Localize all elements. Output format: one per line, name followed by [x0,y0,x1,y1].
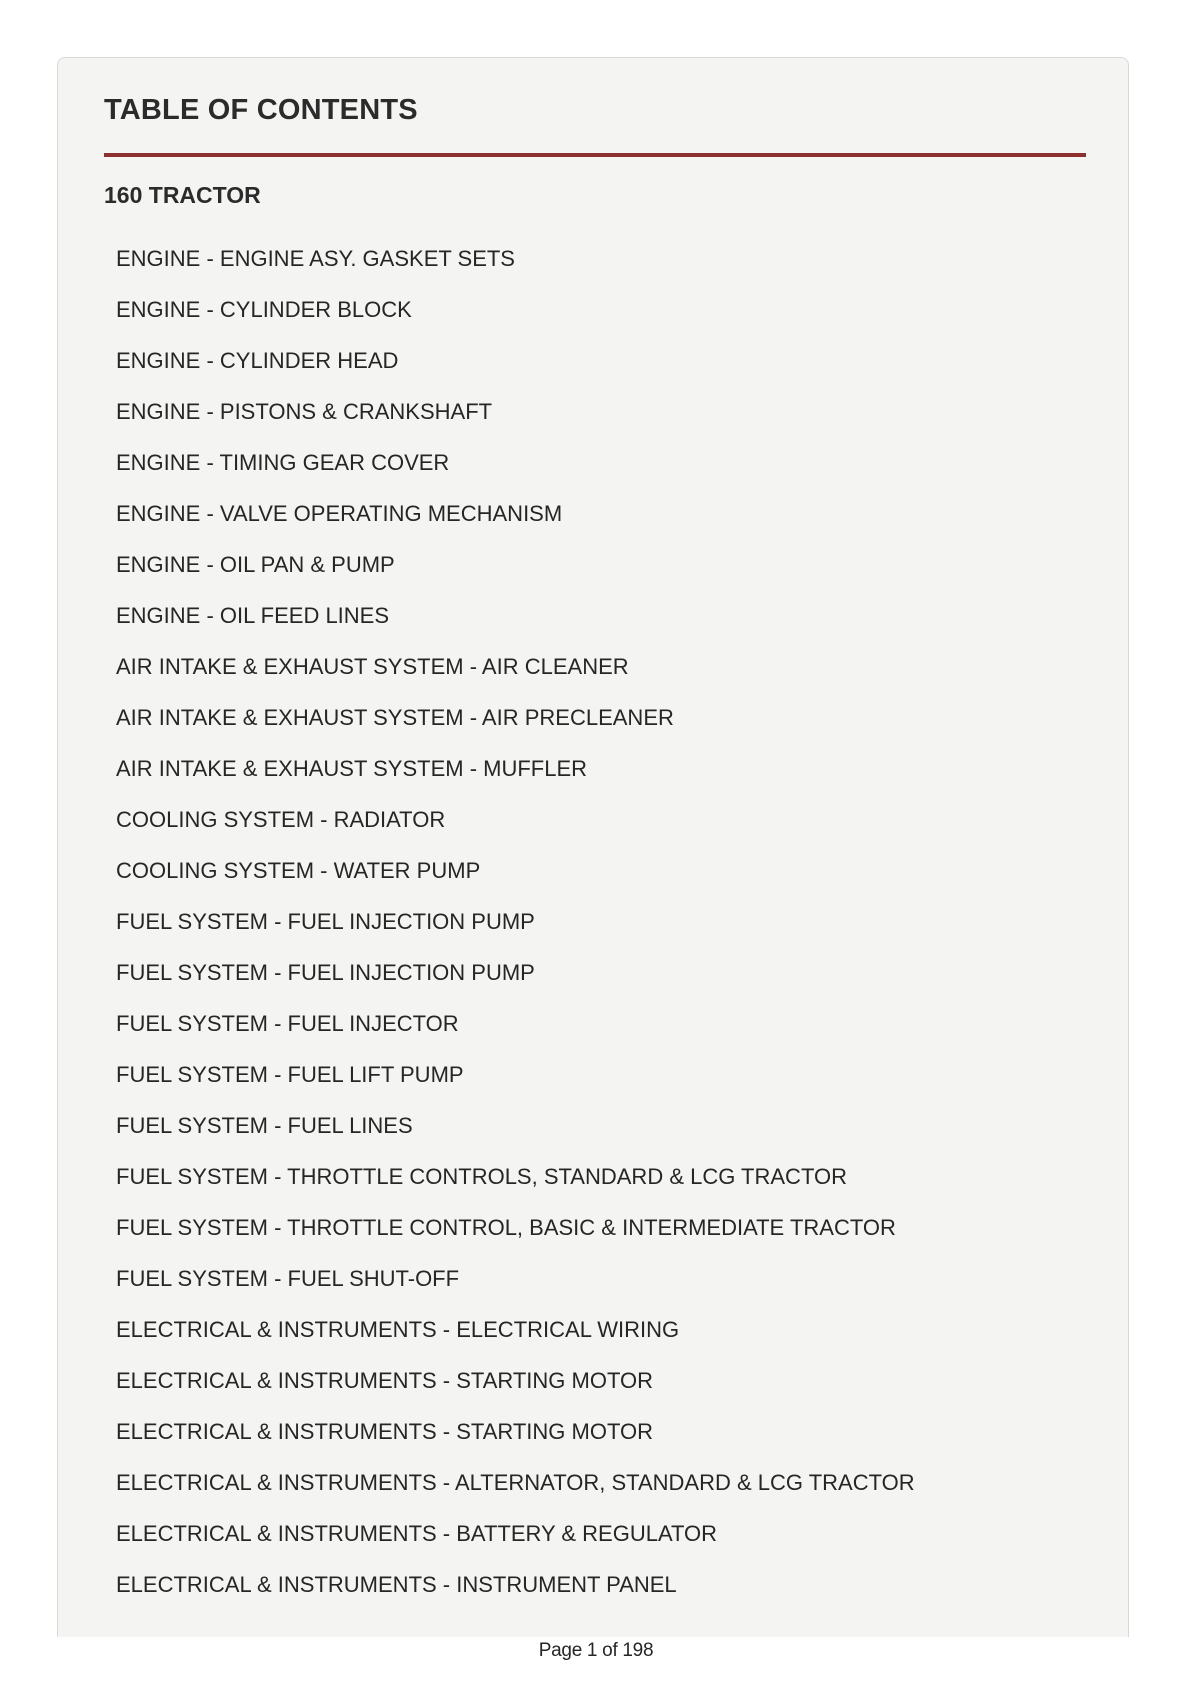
toc-entry[interactable]: COOLING SYSTEM - WATER PUMP [116,858,481,883]
toc-entry[interactable]: ENGINE - ENGINE ASY. GASKET SETS [116,246,515,271]
toc-entry[interactable]: ENGINE - TIMING GEAR COVER [116,450,450,475]
toc-entry[interactable]: FUEL SYSTEM - THROTTLE CONTROL, BASIC & INTERMEDIATE TRACTOR [116,1215,896,1240]
section-heading: 160 TRACTOR [104,182,261,208]
toc-entry[interactable]: ENGINE - CYLINDER HEAD [116,348,399,373]
toc-entry[interactable]: ELECTRICAL & INSTRUMENTS - ELECTRICAL WIRING [116,1317,680,1342]
toc-entry[interactable]: ENGINE - OIL PAN & PUMP [116,552,395,577]
toc-entry[interactable]: AIR INTAKE & EXHAUST SYSTEM - AIR CLEANER [116,654,629,679]
toc-entry[interactable]: ENGINE - OIL FEED LINES [116,603,390,628]
toc-entry[interactable]: ENGINE - CYLINDER BLOCK [116,297,412,322]
toc-entry[interactable]: AIR INTAKE & EXHAUST SYSTEM - AIR PRECLEANER [116,705,674,730]
page-number: Page 1 of 198 [538,1640,654,1661]
toc-entry[interactable]: ELECTRICAL & INSTRUMENTS - INSTRUMENT PANEL [116,1572,677,1597]
toc-entry[interactable]: FUEL SYSTEM - FUEL INJECTION PUMP [116,909,535,934]
toc-entry[interactable]: FUEL SYSTEM - FUEL SHUT-OFF [116,1266,460,1291]
toc-entry[interactable]: ELECTRICAL & INSTRUMENTS - STARTING MOTOR [116,1419,654,1444]
title-divider [104,153,1086,157]
toc-entry[interactable]: FUEL SYSTEM - FUEL LINES [116,1113,413,1138]
page-title: TABLE OF CONTENTS [104,94,418,126]
toc-entry[interactable]: AIR INTAKE & EXHAUST SYSTEM - MUFFLER [116,756,588,781]
toc-entry[interactable]: FUEL SYSTEM - THROTTLE CONTROLS, STANDARD & LCG TRACTOR [116,1164,847,1189]
toc-entry[interactable]: ENGINE - VALVE OPERATING MECHANISM [116,501,563,526]
toc-panel [57,57,1129,1637]
toc-entry[interactable]: ENGINE - PISTONS & CRANKSHAFT [116,399,493,424]
toc-entry[interactable]: FUEL SYSTEM - FUEL INJECTION PUMP [116,960,535,985]
toc-entry[interactable]: FUEL SYSTEM - FUEL LIFT PUMP [116,1062,464,1087]
toc-entry[interactable]: ELECTRICAL & INSTRUMENTS - STARTING MOTOR [116,1368,654,1393]
toc-entry[interactable]: ELECTRICAL & INSTRUMENTS - ALTERNATOR, STANDARD & LCG TRACTOR [116,1470,915,1495]
toc-entry[interactable]: FUEL SYSTEM - FUEL INJECTOR [116,1011,459,1036]
toc-entry[interactable]: ELECTRICAL & INSTRUMENTS - BATTERY & REGULATOR [116,1521,718,1546]
toc-list [116,244,1096,1621]
toc-entry[interactable]: COOLING SYSTEM - RADIATOR [116,807,446,832]
